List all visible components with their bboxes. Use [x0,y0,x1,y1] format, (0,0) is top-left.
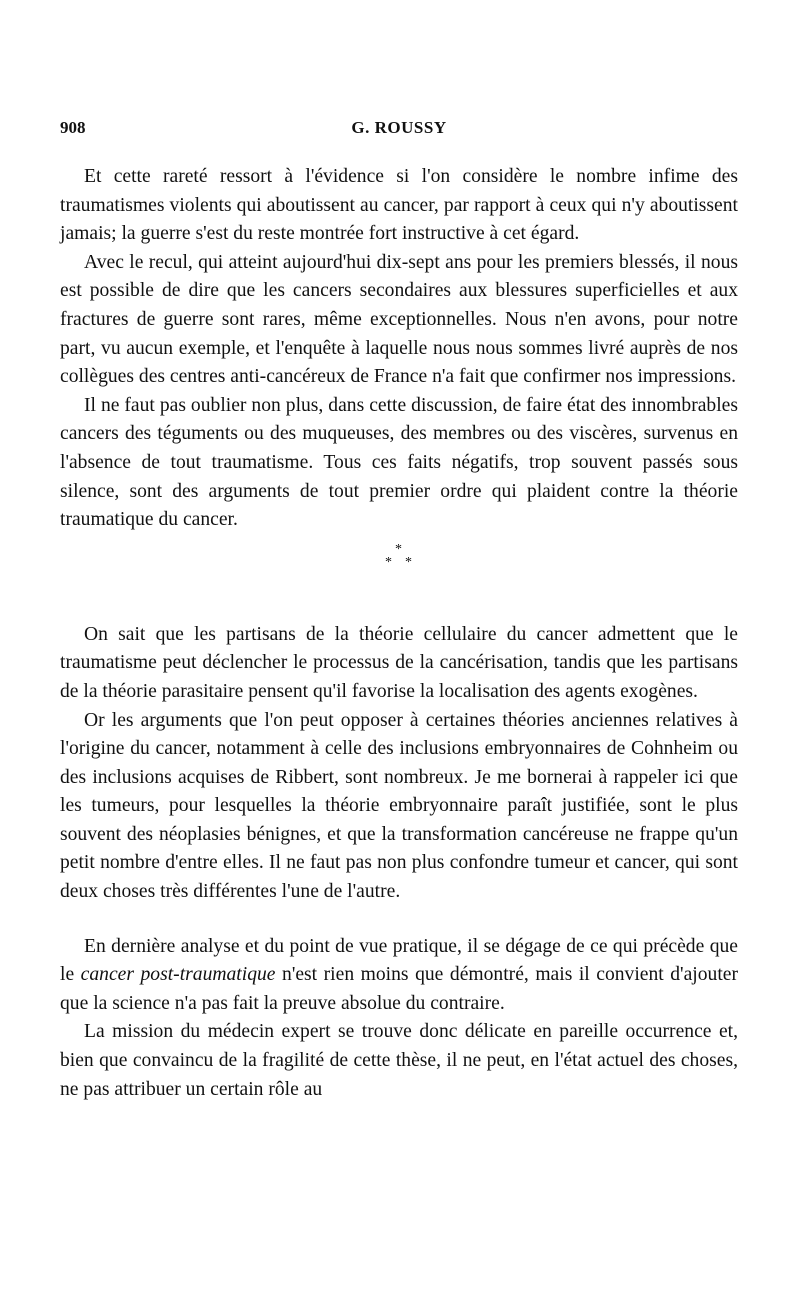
paragraph [60,163,738,249]
body-text [60,163,738,1104]
asterism-star: * [405,554,412,570]
italic-text: cancer post-traumatique [80,964,276,986]
text-segment: Et cette rareté ressort à l'évidence si l'on considère le nombre infime des traumatismes violents qui aboutissent au cancer, par rapport à ceux qui n'y aboutissent jamais; la guerre s'est du reste montrée fort instructive à cet égard. [60,166,738,245]
paragraph [60,933,738,1019]
section-break [60,535,738,621]
asterism-star: * [385,554,392,570]
page-number: 908 [60,118,86,137]
asterism [385,537,415,570]
text-segment: Avec le recul, qui atteint aujourd'hui dix-sept ans pour les premiers blessés, il nous est possible de dire que les cancers secondaires aux blessures superficielles et aux fractures de guerre sont rares, même exceptionnelles. Nous n'en avons, pour notre part, vu aucun exemple, et l'enquête à laquelle nous nous sommes livré auprès de nos collègues des centres anti-cancéreux de France n'a fait que confirmer nos impressions. [60,251,738,388]
paragraph-gap [60,907,738,933]
paragraph [60,249,738,392]
running-head: G. ROUSSY [351,118,447,137]
text-segment: n'est rien moins que démontré, mais il convient d'ajouter que la science n'a pas fait la preuve absolue du contraire. [60,964,738,1014]
paragraph [60,392,738,535]
paragraph [60,1018,738,1104]
text-segment: La mission du médecin expert se trouve donc délicate en pareille occurrence et, bien que convaincu de la fragilité de cette thèse, il ne peut, en l'état actuel des choses, ne pas attribuer un certain rôle au [60,1021,738,1100]
asterism-star: * [395,541,402,557]
text-segment: En dernière analyse et du point de vue pratique, il se dégage de ce qui précède que le [60,935,738,986]
paragraph [60,621,738,707]
paragraph [60,707,738,907]
page-header [60,118,738,142]
text-segment: On sait que les partisans de la théorie cellulaire du cancer admettent que le traumatisme peut déclencher le processus de la cancérisation, tandis que les partisans de la théorie parasitaire pensent qu'il favorise la localisation des agents exogènes. [60,623,738,702]
text-segment: Or les arguments que l'on peut opposer à certaines théories anciennes relatives à l'origine du cancer, notamment à celle des inclusions embryonnaires de Cohnheim ou des inclusions acquises de Ribbert, sont nombreux. Je me bornerai à rappeler ici que les tumeurs, pour lesquelles la théorie embryonnaire paraît justifiée, sont le plus souvent des néoplasies bénignes, et que la transformation cancéreuse ne frappe qu'un petit nombre d'entre elles. Il ne faut pas non plus confondre tumeur et cancer, qui sont deux choses très différentes l'une de l'autre. [60,709,738,903]
text-segment: Il ne faut pas oublier non plus, dans cette discussion, de faire état des innombrables cancers des téguments ou des muqueuses, des membres ou des viscères, survenus en l'absence de tout traumatisme. Tous ces faits négatifs, trop souvent passés sous silence, sont des arguments de tout premier ordre qui plaident contre la théorie traumatique du cancer. [60,394,738,531]
